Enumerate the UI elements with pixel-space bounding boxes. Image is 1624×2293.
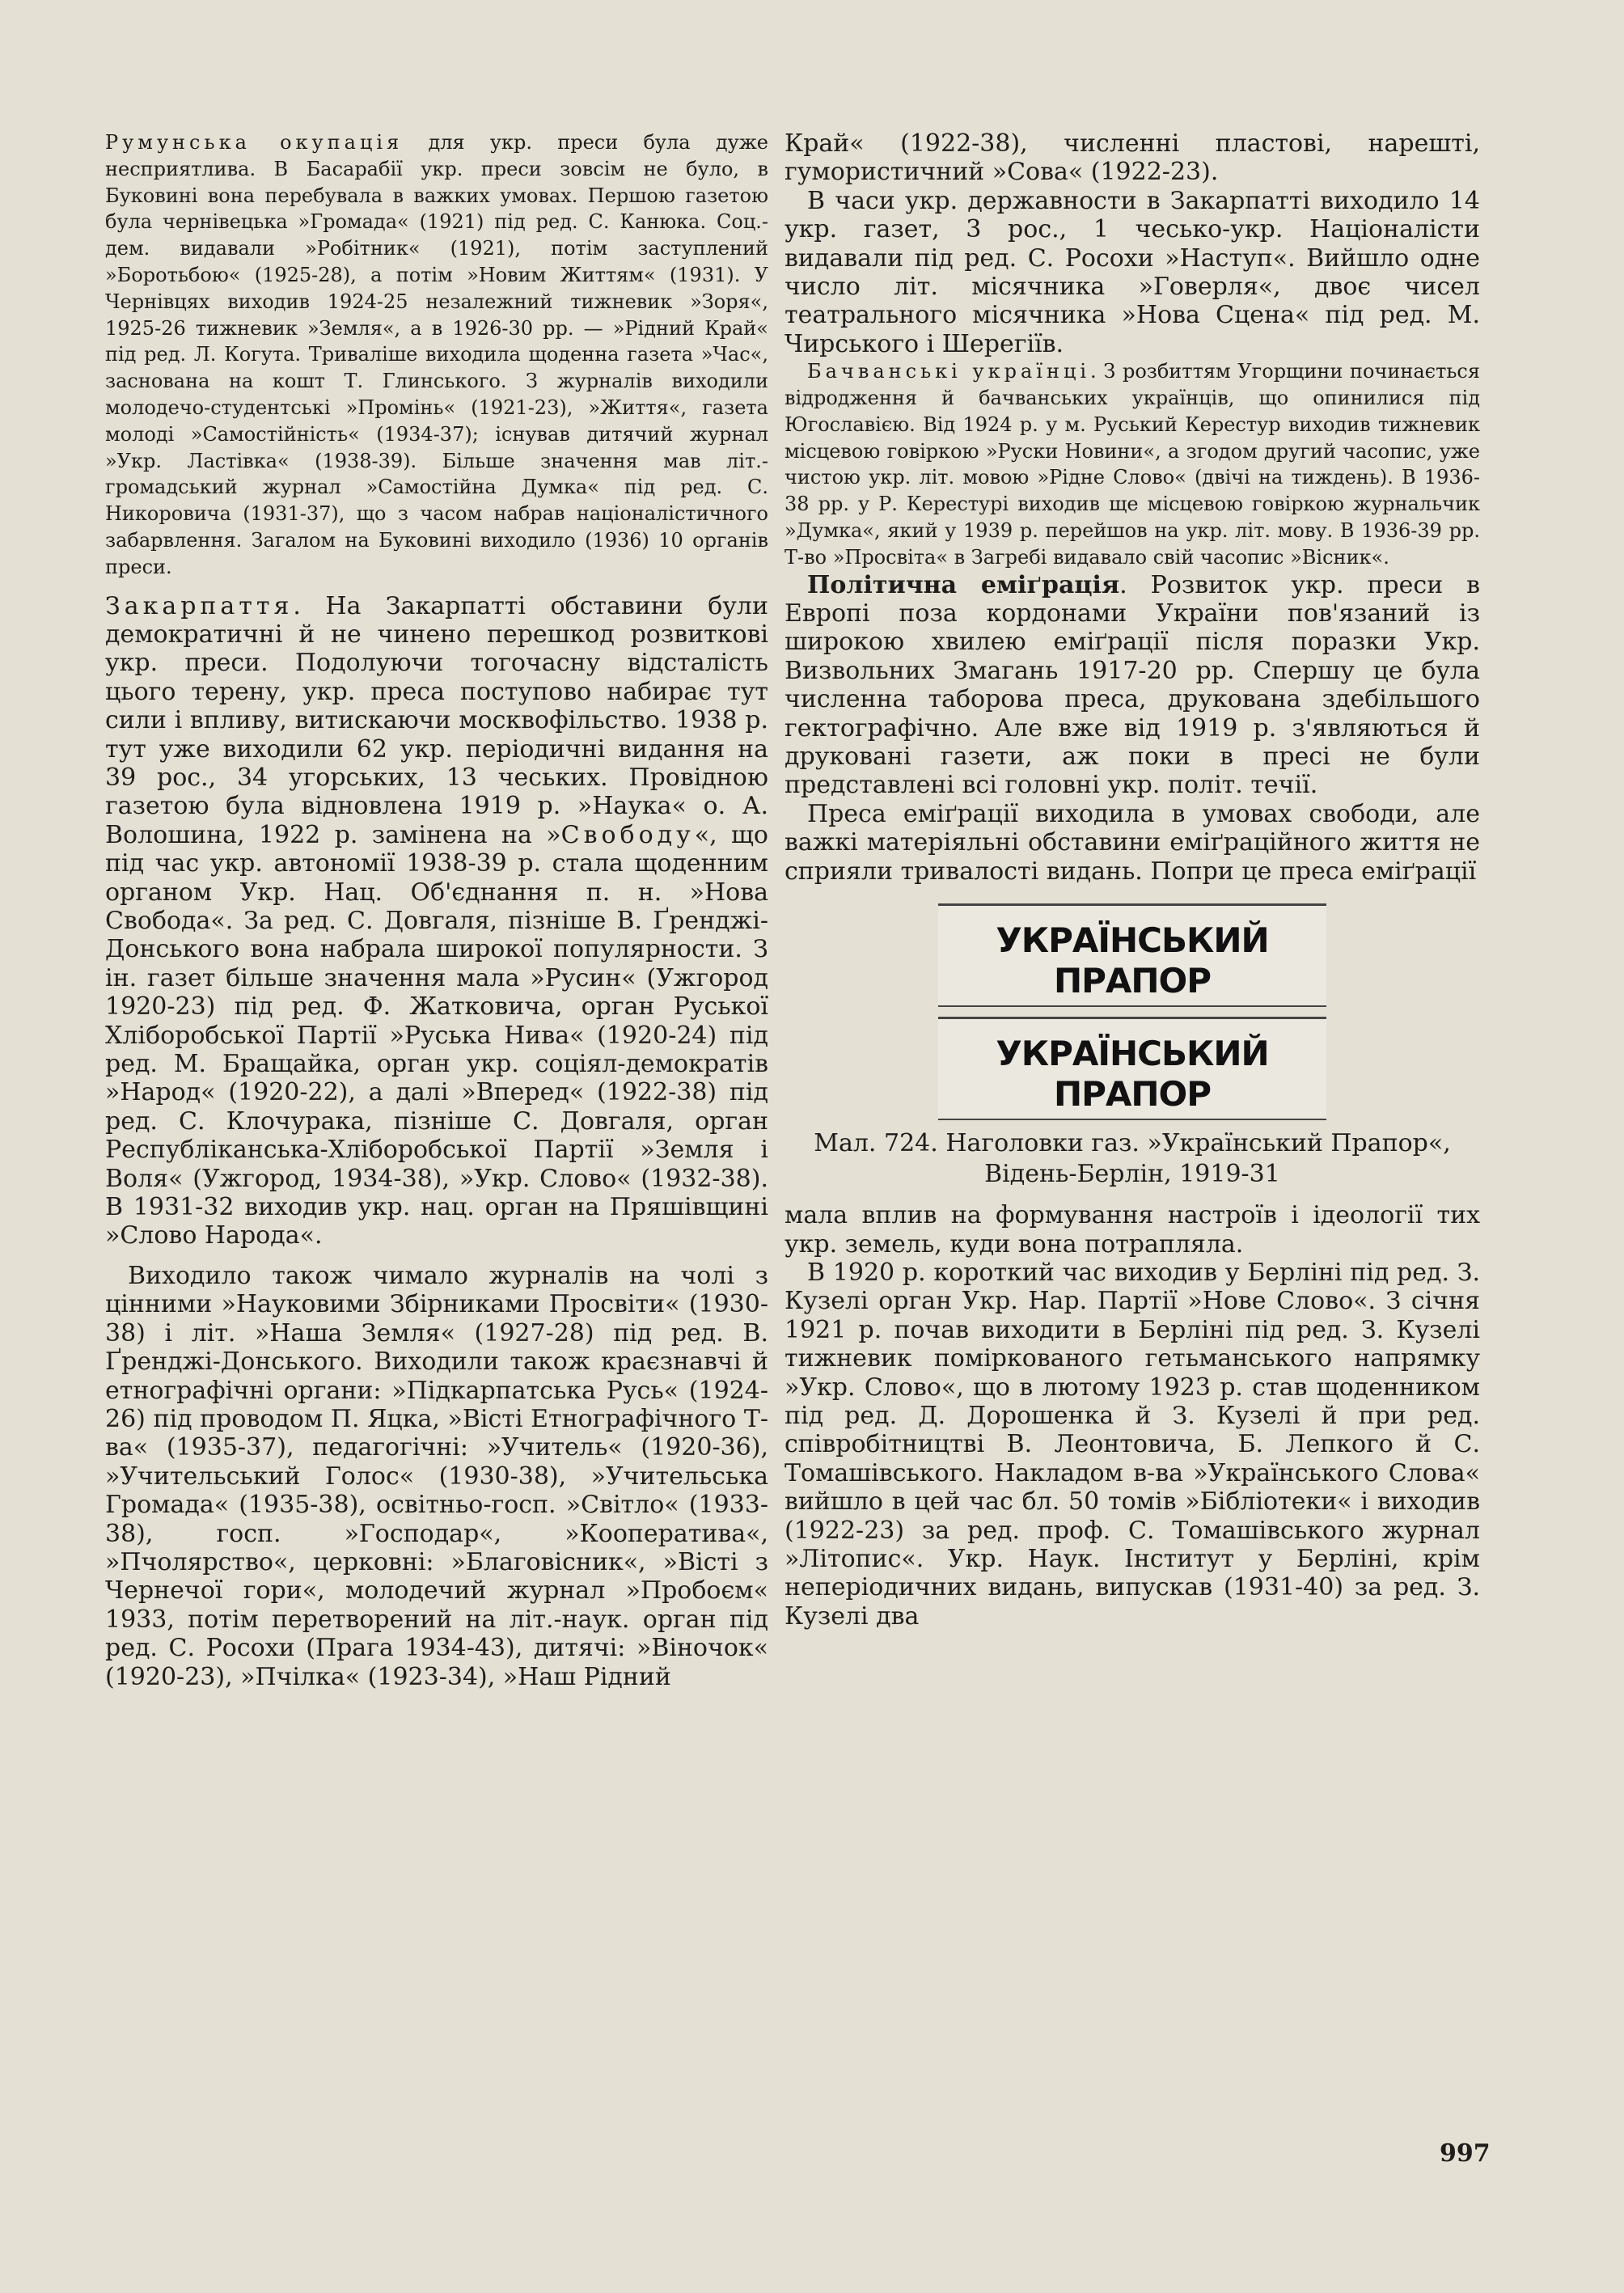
newspaper-masthead-figure <box>938 903 1326 1120</box>
paragraph-zakarpattia: Закарпаття. На Закарпатті обставини були демократичні й не чинено перешкод розвиткові укр. преси. Подолуючи тогочасну відсталість цього терену, укр. преса поступово набирає тут сили і впливу, витискаючи москвофільство. 1938 р. тут уже виходили 62 укр. періодичні видання на 39 рос., 34 угорських, 13 чеських. Провідною газетою була відновлена 1919 р. »Наука« о. А. Волошина, 1922 р. замінена на »Свободу«, що під час укр. автономії 1938-39 р. стала щоденним органом Укр. Нац. Об'єднання п. н. »Нова Свобода«. За ред. С. Довгаля, пізніше В. Ґренджі-Донського вона набрала широкої популярности. З ін. газет більше значення мала »Русин« (Ужгород 1920-23) під ред. Ф. Жатковича, орган Руської Хліборобської Партії »Руська Нива« (1920-24) під ред. М. Бращайка, орган укр. соціял-демократів »Народ« (1920-22), а далі »Вперед« (1922-38) під ред. С. Клочурака, пізніше С. Довгаля, орган Республіканська-Хліборобської Партії »Земля і Воля« (Ужгород, 1934-38), »Укр. Слово« (1932-38). В 1931-32 виходив укр. нац. орган на Пряшівщині »Слово Народа«. <box>105 591 768 1250</box>
left-column <box>105 129 768 1691</box>
section-lead-bachka: Бачванські українці <box>807 360 1091 383</box>
paragraph-continuation: Край« (1922-38), численні пластові, нарешті, гумористичний »Сова« (1922-23). <box>785 129 1480 187</box>
paragraph-romanian-occupation: Румунська окупація для укр. преси була дуже несприятлива. В Басарабії укр. преси зовсім не було, в Буковині вона перебувала в важких умовах. Першою газетою була чернівецька »Громада« (1921) під ред. С. Канюка. Соц.-дем. видавали »Робітник« (1921), потім заступлений »Боротьбою« (1925-28), а потім »Новим Життям« (1931). У Чернівцях виходив 1924-25 незалежний тижневик »Зоря«, 1925-26 тижневик »Земля«, а в 1926-30 рр. — »Рідний Край« під ред. Л. Когута. Триваліше виходила щоденна газета »Час«, заснована на кошт Т. Глинського. З журналів виходили молодечо-студентські »Промінь« (1921-23), »Життя«, газета молоді »Самостійність« (1934-37); існував дитячий журнал »Укр. Ластівка« (1938-39). Більше значення мав літ.-громадський журнал »Самостійна Думка« під ред. С. Никоровича (1931-37), що з часом набрав націоналістичного забарвлення. Загалом на Буковині виходило (1936) 10 органів преси. <box>105 131 768 578</box>
paragraph-emigration-press: Преса еміґрації виходила в умовах свободи, але важкі матеріяльні обставини еміґраційного життя не сприяли тривалості видань. Попри це преса еміґрації <box>785 799 1480 886</box>
paragraph-bachka: Бачванські українці. З розбиттям Угорщини починається відродження й бачванських українців, що опинилися під Югославією. Від 1924 р. у м. Руський Керестур виходив тижневик місцевою говіркою »Руски Новини«, а згодом другий часопис, уже чистою укр. літ. мовою »Рідне Слово« (двічі на тиждень). В 1936-38 рр. у Р. Керестурі виходив ще місцевою говіркою журнальчик »Думка«, який у 1939 р. перейшов на укр. літ. мову. В 1936-39 рр. Т-во »Просвіта« в Загребі видавало свій часопис »Вісник«. <box>785 360 1480 569</box>
paragraph-berlin: В 1920 р. короткий час виходив у Берліні під ред. З. Кузелі орган Укр. Нар. Партії »Нове Слово«. З січня 1921 р. почав виходити в Берліні під ред. З. Кузелі тижневик поміркованого гетьманського напрямку »Укр. Слово«, що в лютому 1923 р. став щоденником під ред. Д. Дорошенка й З. Кузелі й при ред. співробітництві В. Леонтовича, Б. Лепкого й С. Томашівського. Накладом в-ва »Українського Слова« вийшло в цей час бл. 50 томів »Бібліотеки« і виходив (1922-23) за ред. проф. С. Томашівського журнал »Літопис«. Укр. Наук. Інститут у Берліні, крім неперіодичних видань, випускав (1931-40) за ред. З. Кузелі два <box>785 1258 1480 1631</box>
paragraph-journals: Виходило також чимало журналів на чолі з цінними »Науковими Збірниками Просвіти« (1930-38) і літ. »Наша Земля« (1927-28) під ред. В. Ґренджі-Донського. Виходили також краєзнавчі й етнографічні органи: »Підкарпатська Русь« (1924-26) під проводом П. Яцка, »Вісті Етнографічного Т-ва« (1935-37), педагогічні: »Учитель« (1920-36), »Учительський Голос« (1930-38), »Учительська Громада« (1935-38), освітньо-госп. »Світло« (1933-38), госп. »Господар«, »Кооператива«, »Пчолярство«, церковні: »Благовісник«, »Вісті з Чернечої гори«, молодечий журнал »Пробоєм« 1933, потім перетворений на літ.-наук. орган під ред. С. Росохи (Прага 1934-43), дитячі: »Віночок« (1920-23), »Пчілка« (1923-34), »Наш Рідний <box>105 1261 768 1691</box>
paragraph-statehood: В часи укр. державности в Закарпатті виходило 14 укр. газет, 3 рос., 1 чесько-укр. Націоналісти видавали під ред. С. Росохи »Наступ«. Вийшло одне число літ. місячника »Говерля«, двоє чисел театрального місячника »Нова Сцена« під ред. М. Чирського і Шерегіїв. <box>785 186 1480 358</box>
page-number: 997 <box>1440 2139 1491 2168</box>
figure-caption: Мал. 724. Наголовки газ. »Український Прапор«, Відень-Берлін, 1919-31 <box>814 1129 1451 1189</box>
paragraph-influence: мала вплив на формування настроїв і ідеології тих укр. земель, куди вона потрапляла. <box>785 1201 1480 1259</box>
masthead-1: УКРАЇНСЬКИЙ ПРАПОР <box>938 903 1326 1007</box>
section-lead-zakarpattia: Закарпаття <box>105 591 294 620</box>
section-lead-emigration: Політична еміґрація <box>807 570 1120 599</box>
section-lead-romanian: Румунська окупація <box>105 131 404 154</box>
right-column <box>785 129 1480 1631</box>
masthead-2: УКРАЇНСЬКИЙ ПРАПОР <box>938 1017 1326 1120</box>
paragraph-emigration: Політична еміґрація. Розвиток укр. преси в Европі поза кордонами України пов'язаний із широкою хвилею еміґрації після поразки Укр. Визвольних Змагань 1917-20 рр. Спершу це була численна таборова преса, друкована здебільшого гектографічно. Але вже від 1919 р. з'являються й друковані газети, аж поки в пресі не були представлені всі головні укр. політ. течії. <box>785 570 1480 800</box>
